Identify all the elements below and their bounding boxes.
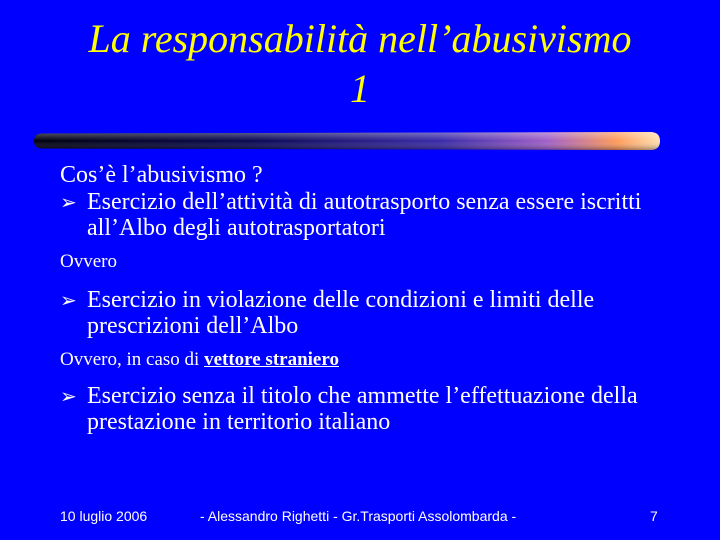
slide-body — [60, 162, 700, 435]
ovvero-2-prefix: Ovvero, in caso di — [60, 349, 205, 370]
bullet-item-3 — [60, 383, 700, 435]
ovvero-2-emphasis: vettore straniero — [204, 349, 339, 370]
bullet-item-2 — [60, 287, 700, 339]
ovvero-label-1: Ovvero — [60, 251, 117, 272]
slide-title-line1: La responsabilità nell’abusivismo — [88, 16, 632, 61]
bullet-2-text: Esercizio in violazione delle condizioni e limiti delle prescrizioni dell’Albo — [87, 287, 595, 339]
bullet-item-1 — [60, 189, 700, 241]
arrow-bullet-icon: ➢ — [60, 288, 77, 312]
footer-page-number: 7 — [650, 508, 658, 524]
bullet-1-text: Esercizio dell’attività di autotrasporto senza essere iscritti all’Albo degli autotrasportatori — [87, 189, 642, 241]
arrow-bullet-icon: ➢ — [60, 190, 77, 214]
question-text: Cos’è l’abusivismo ? — [60, 162, 263, 188]
ovvero-label-2 — [60, 349, 700, 371]
arrow-bullet-icon: ➢ — [60, 384, 77, 408]
title-underline-bar — [30, 130, 662, 152]
footer-date: 10 luglio 2006 — [60, 508, 148, 524]
slide-title — [0, 14, 720, 114]
slide-title-line2: 1 — [350, 66, 370, 111]
footer-author: - Alessandro Righetti - Gr.Trasporti Assolombarda - — [200, 508, 517, 524]
bullet-3-text: Esercizio senza il titolo che ammette l’effettuazione della prestazione in territorio italiano — [87, 383, 638, 435]
